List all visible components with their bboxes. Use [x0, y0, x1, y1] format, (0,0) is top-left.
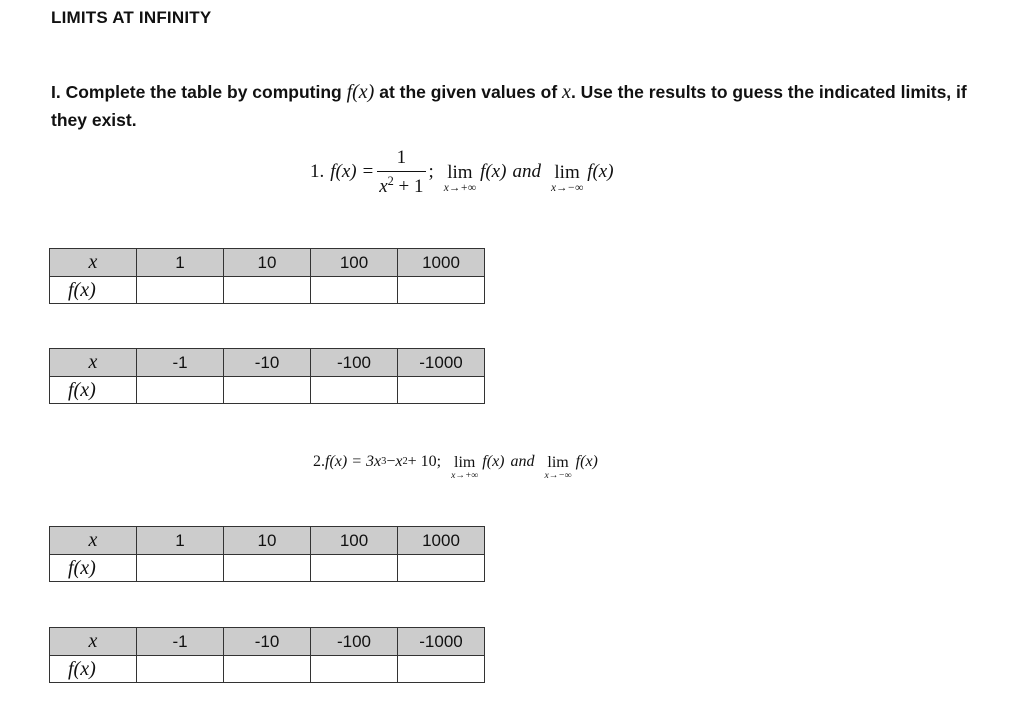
x-value: -1000 [398, 628, 485, 656]
x-value: 1 [137, 249, 224, 277]
table-row [50, 628, 485, 656]
table-row [50, 349, 485, 377]
fx-label: f(x) [50, 656, 137, 683]
x-value: 1 [137, 527, 224, 555]
x-value: -100 [311, 628, 398, 656]
fx-answer-cell[interactable] [311, 555, 398, 582]
problem-2-number: 2. [313, 452, 325, 470]
problem-1-fname: f(x) = [330, 161, 375, 183]
instructions-middle: at the given values of [374, 82, 563, 102]
x-value: 100 [311, 527, 398, 555]
fx-label: f(x) [50, 277, 137, 304]
fx-label: f(x) [50, 555, 137, 582]
fraction-denominator: $x^2 + 1$ [377, 171, 425, 198]
x-label: x [50, 349, 137, 377]
fx-answer-cell[interactable] [224, 277, 311, 304]
problem-1-limit-minus: lim x→−∞ [550, 162, 584, 195]
x-label: x [50, 628, 137, 656]
fx-answer-cell[interactable] [398, 656, 485, 683]
x-value: 10 [224, 527, 311, 555]
fx-answer-cell[interactable] [224, 555, 311, 582]
x-value: -10 [224, 628, 311, 656]
problem-1-limit-minus-arg: f(x) [587, 161, 614, 183]
minus-sign: − [386, 452, 396, 470]
instructions-prefix: I. Complete the table by computing [51, 82, 347, 102]
fx-answer-cell[interactable] [398, 555, 485, 582]
fx-answer-cell[interactable] [398, 377, 485, 404]
value-table-1 [49, 248, 485, 304]
fx-answer-cell[interactable] [137, 377, 224, 404]
fx-answer-cell[interactable] [137, 277, 224, 304]
x-value: 10 [224, 249, 311, 277]
page-title: LIMITS AT INFINITY [51, 8, 212, 27]
fx-answer-cell[interactable] [224, 656, 311, 683]
problem-1-formula [310, 147, 614, 198]
table-row [50, 277, 485, 304]
problem-2-fname: f(x) = 3 [325, 452, 374, 470]
x-value: 1000 [398, 249, 485, 277]
problem-2-and: and [510, 452, 535, 470]
problem-2-limit-plus: lim x→+∞ [451, 454, 479, 481]
fx-answer-cell[interactable] [398, 277, 485, 304]
x-value: -100 [311, 349, 398, 377]
problem-1-fraction [377, 147, 425, 198]
instructions-suffix: . Use the results to guess the indicated limits, if they exist. [51, 82, 967, 130]
fx-answer-cell[interactable] [137, 555, 224, 582]
fx-answer-cell[interactable] [137, 656, 224, 683]
fx-answer-cell[interactable] [311, 377, 398, 404]
problem-1-limit-plus: lim x→+∞ [443, 162, 477, 195]
problem-1-number: 1. [310, 161, 325, 183]
table-row [50, 555, 485, 582]
term-1-base: x [374, 452, 382, 470]
value-table-4 [49, 627, 485, 683]
instructions [51, 78, 991, 134]
x-value: -1 [137, 628, 224, 656]
table-row [50, 656, 485, 683]
problem-1-limit-plus-arg: f(x) [480, 161, 507, 183]
table-row [50, 249, 485, 277]
problem-1-and: and [512, 161, 541, 183]
term-2-base: x [395, 452, 403, 470]
fx-answer-cell[interactable] [224, 377, 311, 404]
fx-answer-cell[interactable] [311, 277, 398, 304]
fx-answer-cell[interactable] [311, 656, 398, 683]
value-table-3 [49, 526, 485, 582]
problem-2-formula [313, 448, 598, 481]
term-1-exp: 3 [381, 456, 387, 467]
instructions-fx: f(x) [346, 81, 375, 103]
constant-term: + 10; [407, 452, 442, 470]
problem-2-limit-minus-arg: f(x) [575, 452, 598, 470]
x-value: 100 [311, 249, 398, 277]
value-table-2 [49, 348, 485, 404]
problem-2-limit-plus-arg: f(x) [482, 452, 505, 470]
x-value: -10 [224, 349, 311, 377]
x-value: -1 [137, 349, 224, 377]
term-2-exp: 2 [402, 456, 408, 467]
x-value: -1000 [398, 349, 485, 377]
problem-1-separator: ; [428, 161, 434, 183]
fraction-numerator: 1 [396, 147, 407, 168]
x-label: x [50, 249, 137, 277]
instructions-x: x [562, 81, 571, 103]
fx-label: f(x) [50, 377, 137, 404]
table-row [50, 527, 485, 555]
x-value: 1000 [398, 527, 485, 555]
x-label: x [50, 527, 137, 555]
problem-2-limit-minus: lim x→−∞ [544, 454, 572, 481]
table-row [50, 377, 485, 404]
